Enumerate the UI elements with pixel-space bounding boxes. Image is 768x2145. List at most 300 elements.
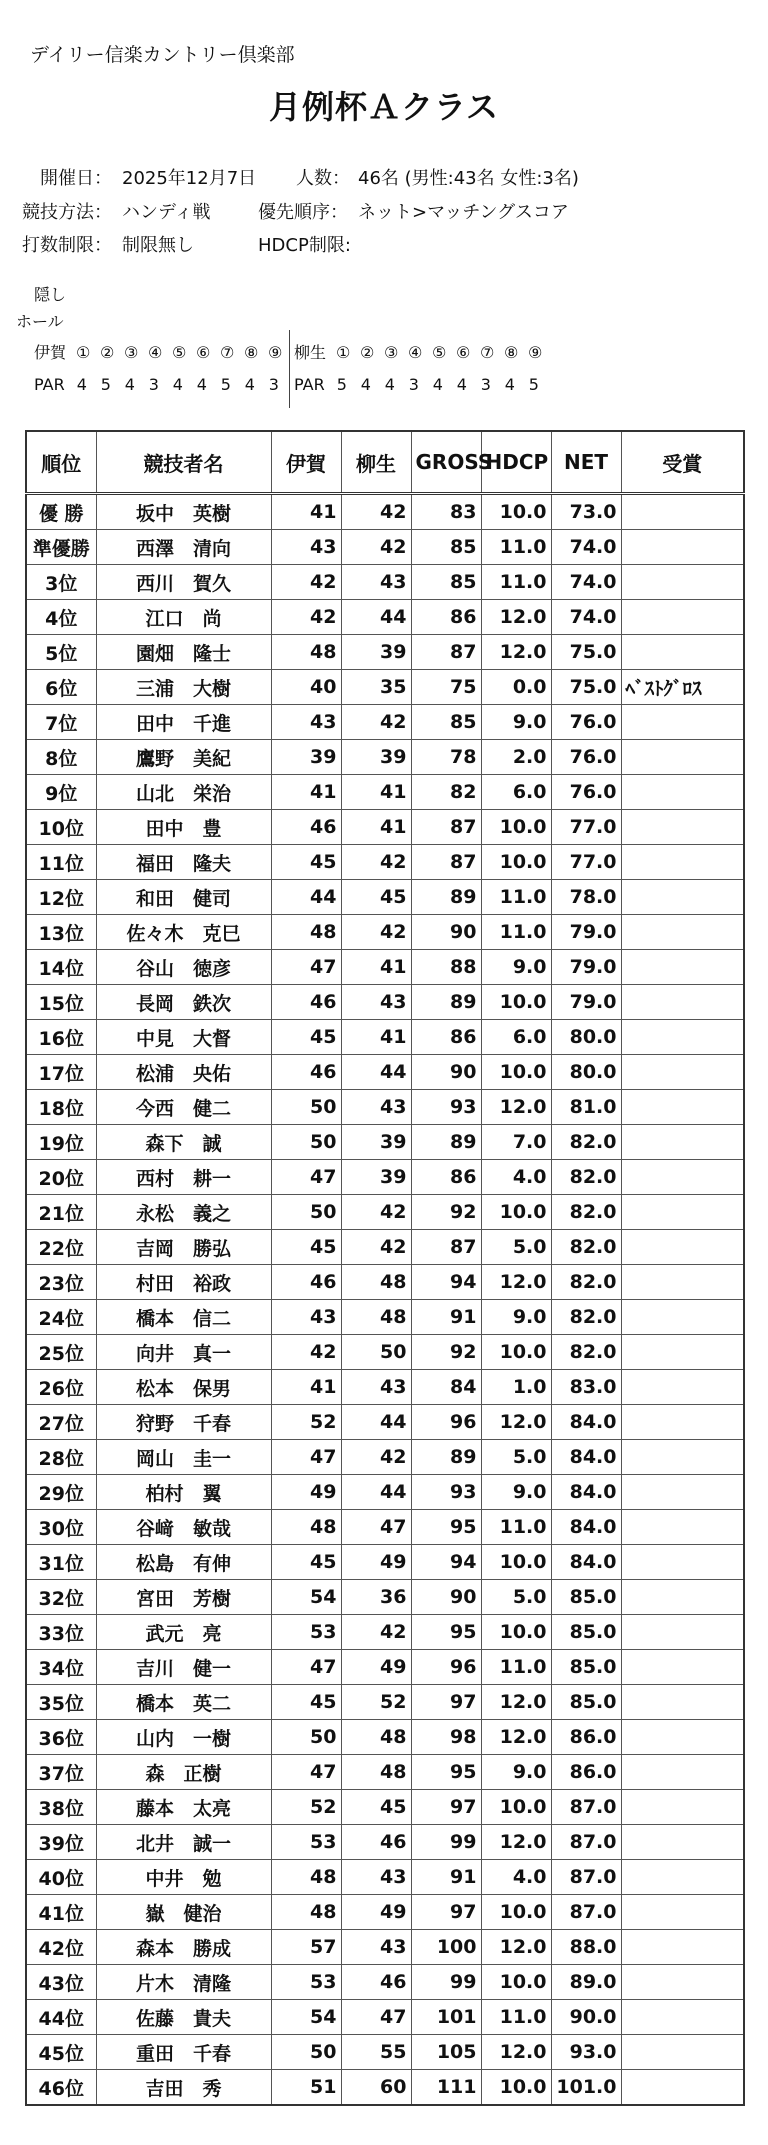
award-cell (621, 950, 744, 985)
hdcp-cell: 9.0 (481, 1755, 551, 1790)
net-cell: 87.0 (551, 1790, 621, 1825)
iga-score-cell: 42 (271, 1335, 341, 1370)
hdcp-cell: 10.0 (481, 1615, 551, 1650)
table-row (26, 565, 744, 600)
yagyu-score-cell: 44 (341, 1055, 411, 1090)
yagyu-score-cell: 41 (341, 950, 411, 985)
limit-label: 打数制限： (22, 235, 112, 256)
table-row (26, 1440, 744, 1475)
yagyu-score-cell: 36 (341, 1580, 411, 1615)
award-cell (621, 1475, 744, 1510)
player-name-cell: 永松 義之 (96, 1195, 271, 1230)
gross-cell: 98 (411, 1720, 481, 1755)
table-row (26, 705, 744, 740)
iga-score-cell: 53 (271, 1965, 341, 2000)
hdcp-cell: 6.0 (481, 775, 551, 810)
table-row (26, 1055, 744, 1090)
award-cell (621, 1300, 744, 1335)
table-row (26, 2070, 744, 2106)
iga-score-cell: 43 (271, 530, 341, 565)
gross-cell: 97 (411, 1790, 481, 1825)
net-cell: 82.0 (551, 1300, 621, 1335)
net-cell: 75.0 (551, 635, 621, 670)
award-cell (621, 810, 744, 845)
gross-cell: 97 (411, 1685, 481, 1720)
player-name-cell: 山北 栄治 (96, 775, 271, 810)
hole-mark: ⑨ (267, 343, 283, 362)
yagyu-score-cell: 55 (341, 2035, 411, 2070)
yagyu-score-cell: 42 (341, 530, 411, 565)
table-row (26, 845, 744, 880)
player-name-cell: 佐々木 克巳 (96, 915, 271, 950)
net-cell: 86.0 (551, 1720, 621, 1755)
table-row (26, 1685, 744, 1720)
gross-cell: 87 (411, 635, 481, 670)
hdcp-cell: 9.0 (481, 950, 551, 985)
iga-score-cell: 48 (271, 1510, 341, 1545)
net-cell: 85.0 (551, 1685, 621, 1720)
hdcp-cell: 6.0 (481, 1020, 551, 1055)
table-row (26, 1790, 744, 1825)
iga-score-cell: 47 (271, 950, 341, 985)
rank-cell: 20位 (26, 1160, 96, 1195)
award-cell (621, 1580, 744, 1615)
hdcp-cell: 9.0 (481, 1475, 551, 1510)
rank-cell: 4位 (26, 600, 96, 635)
table-row (26, 1300, 744, 1335)
rank-cell: 38位 (26, 1790, 96, 1825)
award-cell (621, 600, 744, 635)
gross-cell: 78 (411, 740, 481, 775)
rank-cell: 12位 (26, 880, 96, 915)
net-cell: 79.0 (551, 950, 621, 985)
gross-cell: 96 (411, 1405, 481, 1440)
yagyu-score-cell: 44 (341, 1475, 411, 1510)
rank-cell: 17位 (26, 1055, 96, 1090)
table-row (26, 1965, 744, 2000)
hole-mark: ④ (147, 343, 163, 362)
player-name-cell: 福田 隆夫 (96, 845, 271, 880)
hdcp-limit-label: HDCP制限: (258, 235, 351, 256)
yagyu-score-cell: 47 (341, 1510, 411, 1545)
par-value: 4 (244, 375, 255, 394)
rank-cell: 5位 (26, 635, 96, 670)
iga-score-cell: 45 (271, 845, 341, 880)
par-value: 5 (220, 375, 231, 394)
priority-value: ネット>マッチングスコア (358, 202, 569, 223)
gross-cell: 84 (411, 1370, 481, 1405)
iga-score-cell: 39 (271, 740, 341, 775)
gross-cell: 89 (411, 1125, 481, 1160)
rank-cell: 25位 (26, 1335, 96, 1370)
table-row (26, 1335, 744, 1370)
gross-cell: 93 (411, 1475, 481, 1510)
par-value: 5 (100, 375, 111, 394)
rank-cell: 21位 (26, 1195, 96, 1230)
yagyu-score-cell: 50 (341, 1335, 411, 1370)
table-row (26, 740, 744, 775)
net-cell: 84.0 (551, 1510, 621, 1545)
net-cell: 80.0 (551, 1020, 621, 1055)
table-row (26, 1580, 744, 1615)
rank-cell: 32位 (26, 1580, 96, 1615)
yagyu-score-cell: 43 (341, 985, 411, 1020)
hidden-hole-label-1: 隠し (34, 285, 67, 304)
rank-cell: 42位 (26, 1930, 96, 1965)
rank-cell: 30位 (26, 1510, 96, 1545)
iga-score-cell: 45 (271, 1230, 341, 1265)
rank-cell: 7位 (26, 705, 96, 740)
net-cell: 83.0 (551, 1370, 621, 1405)
hole-mark: ① (75, 343, 91, 362)
par-value: 4 (504, 375, 515, 394)
award-cell (621, 1055, 744, 1090)
yagyu-score-cell: 41 (341, 810, 411, 845)
hdcp-cell: 10.0 (481, 1790, 551, 1825)
award-cell (621, 1615, 744, 1650)
net-cell: 87.0 (551, 1860, 621, 1895)
par-value: 4 (76, 375, 87, 394)
gross-cell: 95 (411, 1755, 481, 1790)
player-name-cell: 柏村 翼 (96, 1475, 271, 1510)
yagyu-score-cell: 43 (341, 1930, 411, 1965)
player-name-cell: 中井 勉 (96, 1860, 271, 1895)
hdcp-cell: 12.0 (481, 1265, 551, 1300)
iga-score-cell: 41 (271, 494, 341, 530)
award-cell (621, 915, 744, 950)
rank-cell: 16位 (26, 1020, 96, 1055)
net-cell: 87.0 (551, 1825, 621, 1860)
course-divider (289, 330, 290, 408)
player-name-cell: 長岡 鉄次 (96, 985, 271, 1020)
iga-score-cell: 54 (271, 2000, 341, 2035)
course2-name: 柳生 (294, 343, 327, 362)
award-cell (621, 2070, 744, 2106)
hdcp-cell: 4.0 (481, 1160, 551, 1195)
iga-score-cell: 50 (271, 1195, 341, 1230)
award-cell (621, 635, 744, 670)
award-cell (621, 1860, 744, 1895)
iga-score-cell: 40 (271, 670, 341, 705)
hdcp-cell: 12.0 (481, 600, 551, 635)
yagyu-score-cell: 42 (341, 1440, 411, 1475)
player-name-cell: 谷﨑 敏哉 (96, 1510, 271, 1545)
net-cell: 89.0 (551, 1965, 621, 2000)
table-row (26, 1720, 744, 1755)
rank-cell: 43位 (26, 1965, 96, 2000)
yagyu-score-cell: 48 (341, 1300, 411, 1335)
table-row (26, 494, 744, 530)
yagyu-score-cell: 42 (341, 1615, 411, 1650)
player-name-cell: 嶽 健治 (96, 1895, 271, 1930)
net-cell: 90.0 (551, 2000, 621, 2035)
hdcp-cell: 12.0 (481, 1930, 551, 1965)
rank-cell: 24位 (26, 1300, 96, 1335)
count-label: 人数： (296, 168, 350, 189)
col-header-gross: GROSS (411, 431, 481, 494)
yagyu-score-cell: 41 (341, 775, 411, 810)
hole-mark: ⑧ (243, 343, 259, 362)
iga-score-cell: 41 (271, 775, 341, 810)
award-cell (621, 1930, 744, 1965)
table-row (26, 1020, 744, 1055)
net-cell: 85.0 (551, 1615, 621, 1650)
award-cell (621, 1265, 744, 1300)
count-value: 46名 (男性:43名 女性:3名) (358, 168, 579, 189)
hdcp-cell: 11.0 (481, 530, 551, 565)
rank-cell: 26位 (26, 1370, 96, 1405)
hole-mark: ⑦ (219, 343, 235, 362)
rank-cell: 34位 (26, 1650, 96, 1685)
player-name-cell: 森本 勝成 (96, 1930, 271, 1965)
net-cell: 79.0 (551, 915, 621, 950)
iga-score-cell: 46 (271, 810, 341, 845)
priority-label: 優先順序： (258, 202, 348, 223)
gross-cell: 100 (411, 1930, 481, 1965)
hdcp-cell: 10.0 (481, 1965, 551, 2000)
award-cell (621, 1020, 744, 1055)
yagyu-score-cell: 42 (341, 1195, 411, 1230)
col-header-rank: 順位 (26, 431, 96, 494)
hdcp-cell: 11.0 (481, 1650, 551, 1685)
award-cell (621, 1685, 744, 1720)
gross-cell: 111 (411, 2070, 481, 2106)
hdcp-cell: 5.0 (481, 1580, 551, 1615)
gross-cell: 83 (411, 494, 481, 530)
player-name-cell: 村田 裕政 (96, 1265, 271, 1300)
player-name-cell: 鷹野 美紀 (96, 740, 271, 775)
gross-cell: 85 (411, 705, 481, 740)
course1-holes (34, 340, 287, 363)
award-cell (621, 1405, 744, 1440)
table-row (26, 1195, 744, 1230)
gross-cell: 90 (411, 1580, 481, 1615)
award-cell (621, 1720, 744, 1755)
yagyu-score-cell: 48 (341, 1755, 411, 1790)
table-row (26, 1405, 744, 1440)
yagyu-score-cell: 39 (341, 1160, 411, 1195)
hdcp-cell: 7.0 (481, 1125, 551, 1160)
rank-cell: 31位 (26, 1545, 96, 1580)
player-name-cell: 重田 千春 (96, 2035, 271, 2070)
rank-cell: 3位 (26, 565, 96, 600)
iga-score-cell: 44 (271, 880, 341, 915)
col-header-hdcp: HDCP (481, 431, 551, 494)
award-cell (621, 740, 744, 775)
rank-cell: 28位 (26, 1440, 96, 1475)
iga-score-cell: 45 (271, 1020, 341, 1055)
table-row (26, 1860, 744, 1895)
hdcp-cell: 12.0 (481, 2035, 551, 2070)
hole-mark: ⑤ (171, 343, 187, 362)
hole-mark: ① (335, 343, 351, 362)
player-name-cell: 西川 賀久 (96, 565, 271, 600)
player-name-cell: 宮田 芳樹 (96, 1580, 271, 1615)
table-row (26, 1650, 744, 1685)
iga-score-cell: 43 (271, 1300, 341, 1335)
yagyu-score-cell: 42 (341, 845, 411, 880)
award-cell (621, 1650, 744, 1685)
table-row (26, 670, 744, 705)
par-value: 4 (456, 375, 467, 394)
rank-cell: 14位 (26, 950, 96, 985)
table-row (26, 2035, 744, 2070)
net-cell: 74.0 (551, 530, 621, 565)
net-cell: 82.0 (551, 1265, 621, 1300)
player-name-cell: 森 正樹 (96, 1755, 271, 1790)
course1-name: 伊賀 (34, 343, 67, 362)
award-cell (621, 1755, 744, 1790)
hdcp-cell: 9.0 (481, 1300, 551, 1335)
net-cell: 84.0 (551, 1405, 621, 1440)
rank-cell: 29位 (26, 1475, 96, 1510)
iga-score-cell: 43 (271, 705, 341, 740)
award-cell (621, 705, 744, 740)
hole-mark: ⑦ (479, 343, 495, 362)
award-cell (621, 1440, 744, 1475)
rank-cell: 37位 (26, 1755, 96, 1790)
gross-cell: 87 (411, 1230, 481, 1265)
iga-score-cell: 42 (271, 565, 341, 600)
player-name-cell: 藤本 太亮 (96, 1790, 271, 1825)
table-row (26, 1160, 744, 1195)
hdcp-cell: 9.0 (481, 705, 551, 740)
yagyu-score-cell: 44 (341, 1405, 411, 1440)
iga-score-cell: 48 (271, 1895, 341, 1930)
gross-cell: 89 (411, 985, 481, 1020)
net-cell: 77.0 (551, 810, 621, 845)
gross-cell: 87 (411, 845, 481, 880)
net-cell: 84.0 (551, 1440, 621, 1475)
iga-score-cell: 47 (271, 1160, 341, 1195)
net-cell: 82.0 (551, 1335, 621, 1370)
yagyu-score-cell: 43 (341, 1090, 411, 1125)
net-cell: 75.0 (551, 670, 621, 705)
gross-cell: 86 (411, 1160, 481, 1195)
player-name-cell: 片木 清隆 (96, 1965, 271, 2000)
net-cell: 88.0 (551, 1930, 621, 1965)
rank-cell: 44位 (26, 2000, 96, 2035)
rank-cell: 41位 (26, 1895, 96, 1930)
player-name-cell: 狩野 千春 (96, 1405, 271, 1440)
hdcp-cell: 10.0 (481, 1545, 551, 1580)
hdcp-cell: 10.0 (481, 1895, 551, 1930)
award-cell (621, 1965, 744, 2000)
course2-holes (294, 340, 547, 363)
player-name-cell: 吉川 健一 (96, 1650, 271, 1685)
rank-cell: 39位 (26, 1825, 96, 1860)
net-cell: 74.0 (551, 565, 621, 600)
hole-mark: ⑧ (503, 343, 519, 362)
player-name-cell: 松浦 央佑 (96, 1055, 271, 1090)
yagyu-score-cell: 42 (341, 705, 411, 740)
iga-score-cell: 45 (271, 1545, 341, 1580)
hdcp-cell: 1.0 (481, 1370, 551, 1405)
rank-cell: 15位 (26, 985, 96, 1020)
yagyu-score-cell: 39 (341, 635, 411, 670)
method-value: ハンディ戦 (122, 202, 211, 223)
yagyu-score-cell: 46 (341, 1965, 411, 2000)
gross-cell: 91 (411, 1300, 481, 1335)
yagyu-score-cell: 35 (341, 670, 411, 705)
gross-cell: 75 (411, 670, 481, 705)
hdcp-cell: 12.0 (481, 635, 551, 670)
yagyu-score-cell: 43 (341, 565, 411, 600)
gross-cell: 90 (411, 1055, 481, 1090)
net-cell: 76.0 (551, 705, 621, 740)
results-table (25, 430, 745, 2106)
par-label: PAR (34, 375, 65, 394)
table-row (26, 1895, 744, 1930)
gross-cell: 85 (411, 565, 481, 600)
table-header-row (26, 431, 744, 494)
player-name-cell: 森下 誠 (96, 1125, 271, 1160)
yagyu-score-cell: 49 (341, 1650, 411, 1685)
award-cell (621, 1195, 744, 1230)
par-value: 3 (148, 375, 159, 394)
hdcp-cell: 5.0 (481, 1440, 551, 1475)
iga-score-cell: 41 (271, 1370, 341, 1405)
hdcp-cell: 10.0 (481, 494, 551, 530)
par-value: 3 (480, 375, 491, 394)
net-cell: 76.0 (551, 775, 621, 810)
par-value: 4 (360, 375, 371, 394)
rank-cell: 10位 (26, 810, 96, 845)
gross-cell: 91 (411, 1860, 481, 1895)
hdcp-cell: 12.0 (481, 1720, 551, 1755)
gross-cell: 88 (411, 950, 481, 985)
hdcp-cell: 12.0 (481, 1825, 551, 1860)
rank-cell: 19位 (26, 1125, 96, 1160)
yagyu-score-cell: 60 (341, 2070, 411, 2106)
rank-cell: 36位 (26, 1720, 96, 1755)
player-name-cell: 園畑 隆士 (96, 635, 271, 670)
player-name-cell: 西澤 清向 (96, 530, 271, 565)
award-cell (621, 494, 744, 530)
award-cell (621, 985, 744, 1020)
hdcp-cell: 10.0 (481, 2070, 551, 2106)
net-cell: 77.0 (551, 845, 621, 880)
iga-score-cell: 54 (271, 1580, 341, 1615)
iga-score-cell: 46 (271, 1265, 341, 1300)
net-cell: 84.0 (551, 1545, 621, 1580)
iga-score-cell: 47 (271, 1440, 341, 1475)
gross-cell: 94 (411, 1545, 481, 1580)
course2-par (294, 375, 546, 394)
col-header-award: 受賞 (621, 431, 744, 494)
iga-score-cell: 45 (271, 1685, 341, 1720)
player-name-cell: 和田 健司 (96, 880, 271, 915)
hdcp-cell: 12.0 (481, 1685, 551, 1720)
yagyu-score-cell: 45 (341, 880, 411, 915)
net-cell: 74.0 (551, 600, 621, 635)
table-row (26, 1370, 744, 1405)
iga-score-cell: 53 (271, 1825, 341, 1860)
rank-cell: 準優勝 (26, 530, 96, 565)
par-value: 5 (528, 375, 539, 394)
yagyu-score-cell: 42 (341, 1230, 411, 1265)
gross-cell: 93 (411, 1090, 481, 1125)
yagyu-score-cell: 48 (341, 1720, 411, 1755)
net-cell: 82.0 (551, 1125, 621, 1160)
hdcp-cell: 4.0 (481, 1860, 551, 1895)
yagyu-score-cell: 41 (341, 1020, 411, 1055)
par-value: 3 (268, 375, 279, 394)
rank-cell: 13位 (26, 915, 96, 950)
iga-score-cell: 47 (271, 1650, 341, 1685)
gross-cell: 86 (411, 600, 481, 635)
hdcp-cell: 10.0 (481, 845, 551, 880)
